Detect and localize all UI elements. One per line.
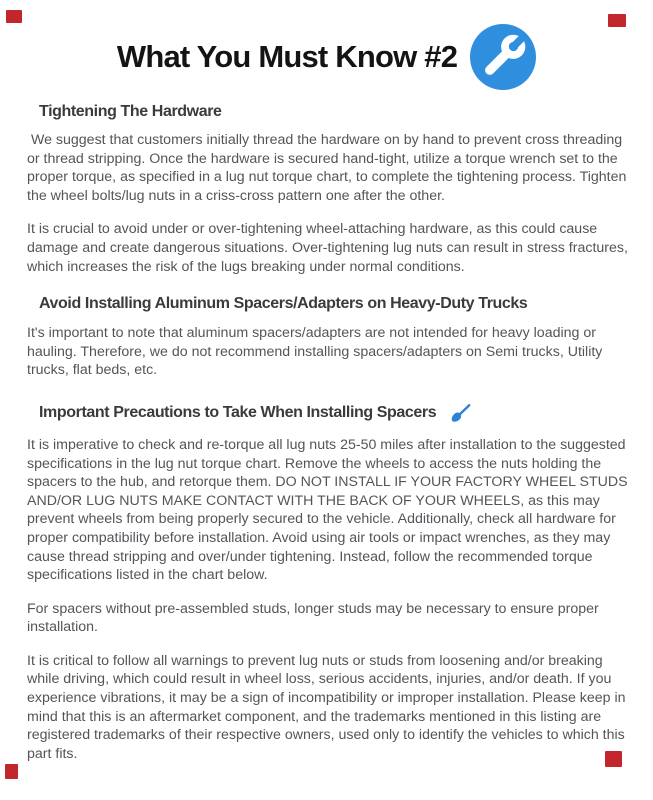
page-title: What You Must Know #2 <box>116 39 458 74</box>
paragraph: It's important to note that aluminum spacers/adapters are not intended for heavy loading or hauling. Therefore, we do not recommend installing spacers/adapters on Semi trucks, Utility trucks, flat beds, etc. <box>27 325 607 379</box>
corner-mark-bottom-right <box>605 751 622 767</box>
screwdriver-icon <box>448 402 472 426</box>
paragraph: It is crucial to avoid under or over-tightening wheel-attaching hardware, as this could cause damage and create dangerous situations. Over-tightening lug nuts can result in stress fractures, which increases the risk of the lugs breaking under normal conditions. <box>27 221 632 275</box>
corner-mark-top-left <box>6 10 22 23</box>
paragraph: For spacers without pre-assembled studs, longer studs may be necessary to ensure proper installation. <box>27 600 603 636</box>
paragraph: It is critical to follow all warnings to prevent lug nuts or studs from loosening and/or breaking while driving, which could result in wheel loss, serious accidents, injuries, and/or death. If you experience vibrations, it may be a sign of incompatibility or improper installation. Please keep in mind that this is an aftermarket component, and the trademarks mentioned in this listing are registered trademarks of their respective owners, used only to identify the vehicles to which this part fits. <box>27 652 630 762</box>
wrench-icon <box>470 24 536 90</box>
document-content <box>0 103 653 763</box>
title-row <box>0 0 653 90</box>
corner-mark-bottom-left <box>5 764 18 779</box>
corner-mark-top-right <box>608 14 626 27</box>
section-heading-label: Avoid Installing Aluminum Spacers/Adapters on Heavy-Duty Trucks <box>39 295 528 313</box>
section-heading-tightening <box>39 103 631 121</box>
section-heading-label: Tightening The Hardware <box>39 103 222 120</box>
paragraph: It is imperative to check and re-torque all lug nuts 25-50 miles after installation to the suggested specifications in the lug nut torque chart. Remove the wheels to access the nuts holding the spacers to the hub, and retorque them. DO NOT INSTALL IF YOUR FACTORY WHEEL STUDS AND/OR LUG NUTS MAKE CONTACT WITH THE BACK OF YOUR WHEELS, as this may prevent wheels from being properly secured to the vehicle. Additionally, check all hardware for proper compatibility before installation. Avoid using air tools or impact wrenches, as they may cause thread stripping and over/under tightening. Instead, follow the recommended torque specifications listed in the chart below. <box>27 436 631 584</box>
paragraph: We suggest that customers initially thread the hardware on by hand to prevent cross threading or thread stripping. Once the hardware is secured hand-tight, utilize a torque wrench set to the proper torque, as specified in a lug nut torque chart, to complete the tightening process. Tighten the wheel bolts/lug nuts in a criss-cross pattern one after the other. <box>27 132 631 204</box>
section-heading-label: Important Precautions to Take When Installing Spacers <box>39 403 437 421</box>
section-heading-precautions <box>39 401 631 425</box>
section-heading-aluminum-spacers <box>39 295 631 313</box>
